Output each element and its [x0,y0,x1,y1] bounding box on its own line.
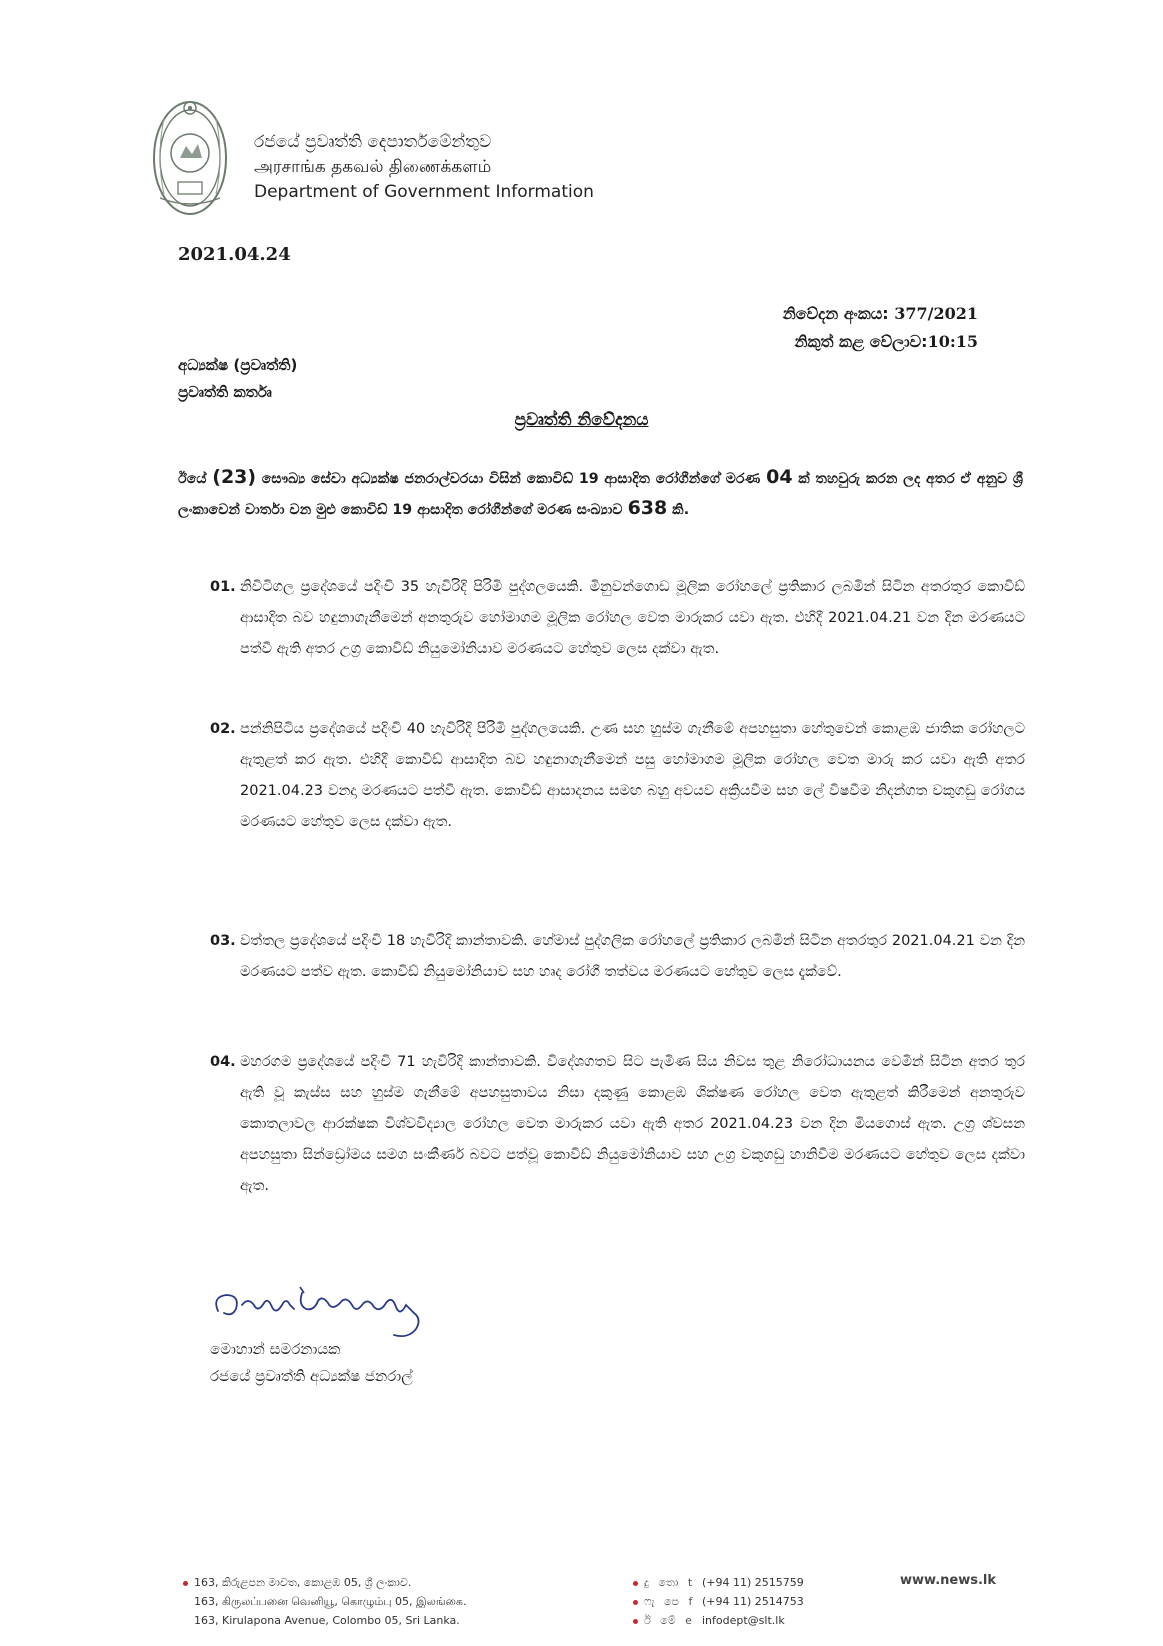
footer-website[interactable]: www.news.lk [900,1573,996,1588]
release-no: 377/2021 [894,304,978,323]
signatory [210,1336,413,1390]
bullet-icon [633,1600,638,1605]
lead-day: (23) [212,466,257,488]
item-number: 04. [210,1054,236,1070]
fax-number: (+94 11) 2514753 [702,1595,804,1608]
release-date: 2021.04.24 [178,244,291,265]
org-name-tamil: அரசாங்க தகவல் திணைக்களம் [254,157,492,177]
document-title-text: ප්‍රවෘත්ති නිවේදනය [514,410,649,430]
item-number: 02. [210,721,236,737]
lead-text-2: සෞඛ්‍ය සේවා අධ්‍යක්ෂ ජනරාල්වරයා විසින් කොවිඩ් 19 ආසාදිත රෝගීන්ගේ මරණ [256,471,767,487]
addressee [178,352,297,406]
item-text: මහරගම ප්‍රදේශයේ පදිංචි 71 හැවිරිදි කාන්තාවකි. විදේශගතව සිට පැමිණ සිය නිවස තුළ නිරෝධායනය වෙමින් සිටින අතර තුර ඇති වූ කැස්ස සහ හුස්ම ගැනීමේ අපහසුතාවය නිසා දකුණු කොළඹ ශික්ෂණ රෝහල වෙත ඇතුළත් කිරීමෙන් අනතුරුව කොතලාවල ආරක්ෂක විශ්වවිද්‍යාල රෝහල වෙත මාරුකර යවා ඇති අතර 2021.04.23 වන දින මියගොස් ඇත. උග්‍ර ශ්වසන අපහසුතා සින්ඩ්‍රෝමය සමග සංකීර්ණ බවට පත්වූ කොවිඩ් නියුමෝනියාව සහ උග්‍ර වකුගඩු හානිවීම මරණයට හේතුව ලෙස දක්වා ඇත. [240,1054,1025,1194]
footer-address [183,1573,466,1630]
release-reference [783,300,978,356]
signature-image [210,1283,460,1343]
footer-contacts [633,1573,804,1630]
lead-text-4: කි. [667,502,690,518]
addressee-line-2: ප්‍රවෘත්ති කර්තෘ [178,383,272,401]
organization-name [254,130,594,205]
address-english: 163, Kirulapona Avenue, Colombo 05, Sri Lanka. [194,1614,460,1627]
address-tamil: 163, கிருலப்பனை வெனியூ, கொழும்பு 05, இலங்கை. [194,1595,467,1608]
org-name-english: Department of Government Information [254,182,594,202]
list-item [210,572,1025,665]
item-text: නිවිටිගල ප්‍රදේශයේ පදිංචි 35 හැවිරිදි පිරිමි පුද්ගලයෙකි. මිනුවන්ගොඩ මූලික රෝහලේ ප්‍රතිකාර ලබමින් සිටින අතරතුර කොවිඩ් ආසාදිත බව හඳුනාගැනීමෙන් අනතුරුව හෝමාගම මූලික රෝහල වෙත මාරුකර යවා ඇත. එහිදී 2021.04.21 වන දින මරණයට පත්වී ඇති අතර උග්‍ර කොවිඩ් නියුමෝනියාව මරණයට හේතුව ලෙස දක්වා ඇත. [240,579,1025,657]
lead-total-deaths: 638 [627,497,668,519]
item-number: 01. [210,579,236,595]
fax-label: ෆැ පෙ f [644,1595,696,1608]
lead-text-3: ක් තහවුරු කරන ලද අතර ඒ අනුව ශ්‍රී ලංකාවෙන් වාර්තා වන මුළු කොවිඩ් 19 ආසාදිත රෝගීන්ගේ මරණ සංඛ්‍යාව [178,471,1023,518]
bullet-icon [633,1619,638,1624]
release-time-label: නිකුත් කළ වේලාව: [794,332,928,351]
item-number: 03. [210,933,236,949]
signatory-name: මොහාන් සමරනායක [210,1340,341,1358]
email-label: ඊ මේ e [644,1614,695,1627]
list-item [210,714,1025,838]
phone-number: (+94 11) 2515759 [702,1576,804,1589]
bullet-icon [183,1581,188,1586]
lead-deaths-count: 04 [766,466,793,488]
org-name-sinhala: රජයේ ප්‍රවෘත්ති දෙපාර්තමේන්තුව [254,132,492,152]
sri-lanka-emblem-icon [150,98,230,216]
release-no-label: නිවේදන අංකය: [782,304,889,323]
list-item [210,1047,1025,1202]
list-item [210,926,1025,988]
signatory-title: රජයේ ප්‍රවෘත්ති අධ්‍යක්ෂ ජනරාල් [210,1367,413,1385]
release-time: 10:15 [927,332,978,351]
email-address: infodept@slt.lk [702,1614,785,1627]
address-sinhala: 163, කිරුළපන මාවත, කොළඹ 05, ශ්‍රී ලංකාව. [194,1576,412,1589]
bullet-icon [633,1581,638,1586]
addressee-line-1: අධ්‍යක්ෂ (ප්‍රවෘත්ති) [178,356,298,374]
phone-label: දු තො t [644,1576,696,1589]
document-title [0,410,1163,430]
lead-text-1: ඊයේ [178,471,213,487]
lead-paragraph [178,463,1023,525]
item-text: පන්නිපිටිය ප්‍රදේශයේ පදිංචි 40 හැවිරිදි පිරිමි පුද්ගලයෙකි. උණ සහ හුස්ම ගැනීමේ අපහසුතා හේතුවෙන් කොළඹ ජාතික රෝහලට ඇතුළත් කර ඇත. එහිදී කොවිඩ් ආසාදිත බව හඳුනාගැනීමෙන් පසු හෝමාගම මූලික රෝහල වෙත මාරු කර යවා ඇති අතර 2021.04.23 වනදා මරණයට පත්වී ඇත. කොවිඩ් ආසාදනය සමඟ බහු අවයව අක්‍රියවීම සහ ලේ විෂවීම නිදන්ගත වකුගඩු රෝගය මරණයට හේතුව ලෙස දක්වා ඇත. [240,721,1025,830]
item-text: වත්තල ප්‍රදේශයේ පදිංචි 18 හැවිරිදි කාන්තාවකි. හේමාස් පුද්ගලික රෝහලේ ප්‍රතිකාර ලබමින් සිටින අතරතුර 2021.04.21 වන දින මරණයට පත්ව ඇත. කොවිඩ් නියුමෝනියාව සහ හෘද රෝගී තත්වය මරණයට හේතුව ලෙස දැක්වේ. [240,933,1025,980]
